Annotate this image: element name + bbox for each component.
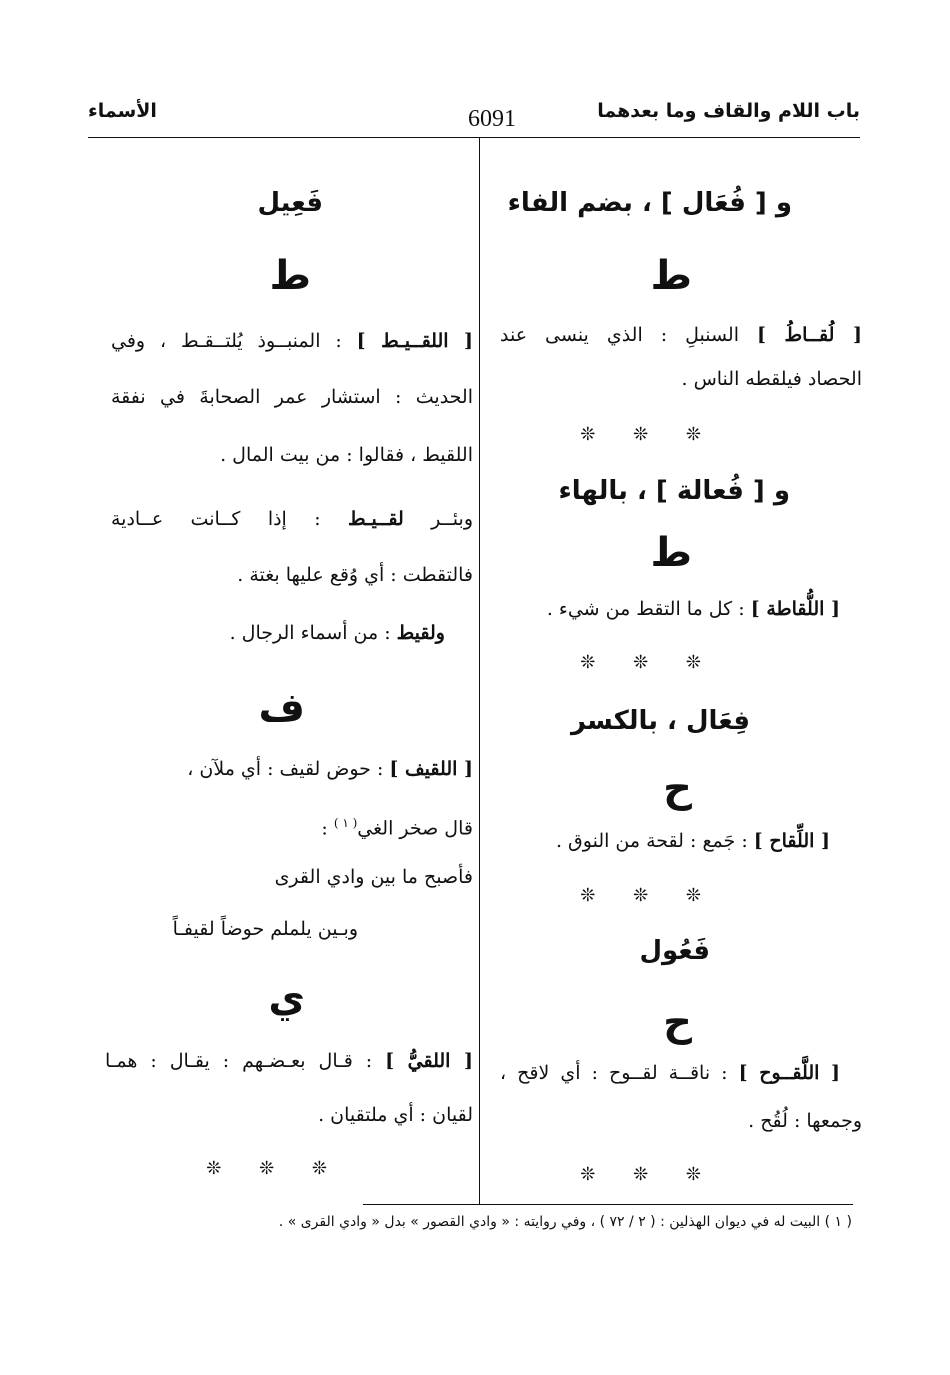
definition-text: : قـال بعـضـهم : يقـال : همـا <box>105 1050 386 1072</box>
section-separator: ❊ ❊ ❊ <box>580 885 717 906</box>
definition-text: : إذا كــانت عــادية <box>111 508 348 530</box>
headword: [ اللُّقاطة ] <box>750 598 840 620</box>
section-separator: ❊ ❊ ❊ <box>580 424 717 445</box>
definition-text: : حوض لقيف : أي ملآن ، <box>187 758 390 780</box>
entry-line: وجمعها : لُقُح . <box>748 1110 862 1132</box>
page-number: 6091 <box>468 106 516 132</box>
headword: [ اللِّقاح ] <box>753 830 830 852</box>
section-separator: ❊ ❊ ❊ <box>580 652 717 673</box>
root-letter: ي <box>268 975 305 1021</box>
pattern-heading: و [ فُعَال ] ، بضم الفاء <box>507 188 792 218</box>
headword: [ اللقيُّ ] <box>385 1050 474 1072</box>
headword: [ اللقيف ] <box>389 758 473 780</box>
entry-line <box>111 508 473 530</box>
column-divider <box>479 138 480 1204</box>
entry-line <box>500 1062 840 1084</box>
root-letter: ح <box>663 765 692 811</box>
verse-line: فأصبح ما بين وادي القرى <box>274 866 473 888</box>
chapter-title: باب اللام والقاف وما بعدهما <box>597 100 860 122</box>
entry-line <box>556 830 830 852</box>
entry-line <box>230 622 445 644</box>
definition-text: : من أسماء الرجال . <box>229 622 397 644</box>
definition-text: : جَمع : لقحة من النوق . <box>555 830 754 852</box>
entry-line <box>105 1050 473 1072</box>
footnote-reference: ( ١ ) <box>333 816 358 830</box>
pattern-heading: و [ فُعالة ] ، بالهاء <box>558 476 790 506</box>
root-letter: ف <box>258 685 305 731</box>
entry-line <box>547 598 840 620</box>
definition-text: : ناقــة لقــوح : أي لاقح ، <box>500 1062 739 1084</box>
entry-line <box>187 758 473 780</box>
footnote: ( ١ ) البيت له في ديوان الهذلين : ( ٢ / ٧٢ ) ، وفي روايته : « وادي القصور » بدل « وادي القرى » . <box>278 1214 852 1230</box>
pattern-heading: فَعُول <box>639 936 710 966</box>
headword: [ اللَّقــوح ] <box>738 1062 840 1084</box>
definition-text: : كل ما التقط من شيء . <box>546 598 751 620</box>
pattern-heading: فِعَال ، بالكسر <box>570 706 750 736</box>
definition-text: وبئــر <box>403 508 473 530</box>
headword: لقــيـط <box>347 508 404 530</box>
headword: [ اللقــيـط ] <box>356 330 473 352</box>
section-title: الأسماء <box>88 100 157 122</box>
header-rule <box>88 137 860 138</box>
root-letter: ط <box>650 253 692 299</box>
headword: [ لُقــاطُ ] <box>756 324 862 346</box>
entry-line: لقيان : أي ملتقيان . <box>318 1104 473 1126</box>
root-letter: ط <box>650 530 692 576</box>
definition-text: : <box>321 817 334 840</box>
footnote-rule <box>363 1204 853 1205</box>
pattern-heading: فَعِيل <box>257 188 323 218</box>
verse-line: وبـين يلملم حوضاً لقيفـاً <box>172 918 358 940</box>
entry-line: الحصاد فيلقطه الناس . <box>681 368 862 390</box>
definition-text: قال صخر الغي <box>357 817 473 840</box>
root-letter: ح <box>663 999 692 1045</box>
entry-line: اللقيط ، فقالوا : من بيت المال . <box>220 444 473 466</box>
definition-text: : المنبــوذ يُلتــقـط ، وفي <box>111 330 357 352</box>
page-header <box>88 100 860 136</box>
entry-line <box>321 816 473 839</box>
entry-line <box>111 330 473 352</box>
definition-text: السنبلِ : الذي ينسى عند <box>500 324 757 346</box>
headword: ولقيط <box>396 622 445 644</box>
section-separator: ❊ ❊ ❊ <box>580 1164 717 1185</box>
entry-line <box>500 324 862 346</box>
entry-line: الحديث : استشار عمر الصحابةَ في نفقة <box>111 386 473 408</box>
entry-line: فالتقطت : أي وُقع عليها بغتة . <box>237 564 473 586</box>
root-letter: ط <box>269 253 311 299</box>
section-separator: ❊ ❊ ❊ <box>206 1158 343 1179</box>
